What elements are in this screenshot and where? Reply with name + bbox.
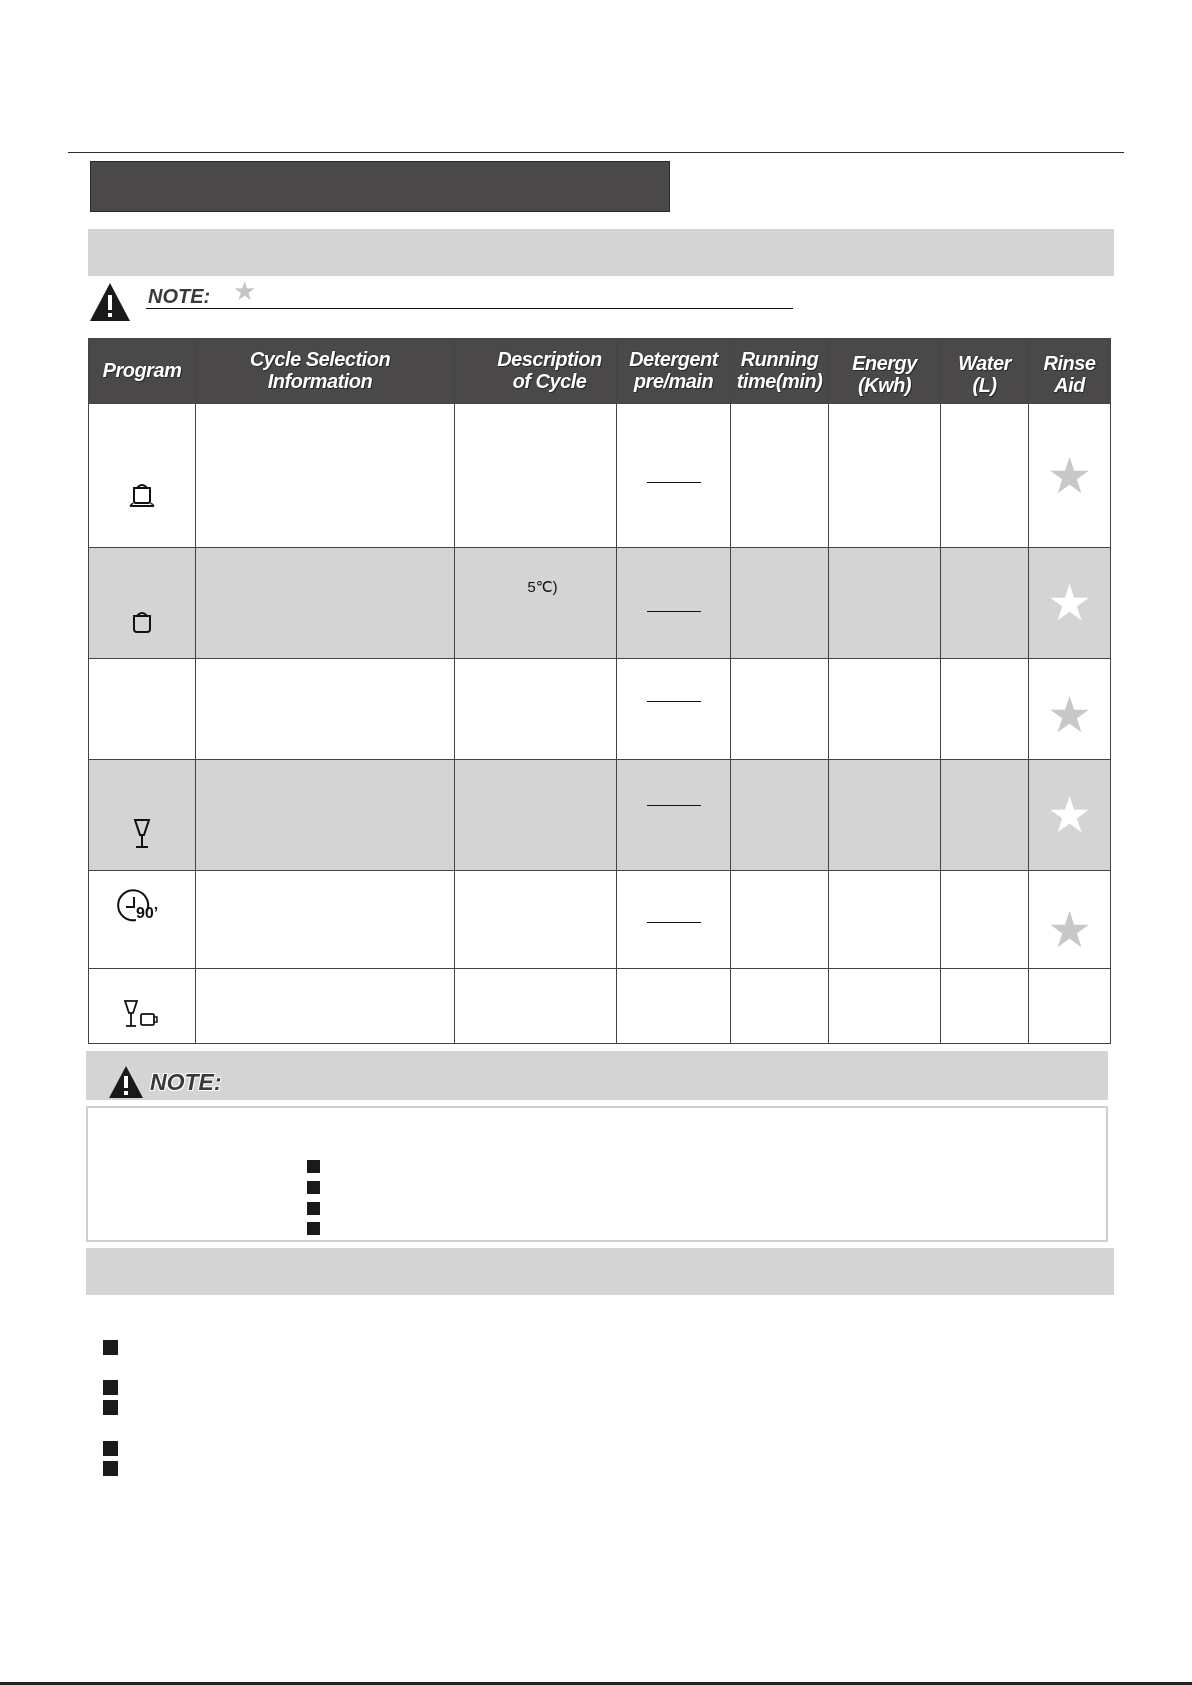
wine-glass-icon <box>130 818 154 850</box>
cycle-selection-cell <box>196 659 455 760</box>
energy-cell <box>829 659 941 760</box>
star-icon: ★ <box>233 276 257 306</box>
header-program: Program <box>89 339 196 404</box>
water-cell <box>941 969 1029 1044</box>
warning-icon <box>108 1064 144 1100</box>
detergent-cell <box>617 404 731 548</box>
header-description: Description of Cycle <box>455 339 617 404</box>
table-row <box>89 969 1111 1044</box>
subheading-band <box>88 229 1114 276</box>
water-cell <box>941 871 1029 969</box>
energy-cell <box>829 548 941 659</box>
bullet-square-icon <box>103 1340 118 1355</box>
detergent-cell <box>617 659 731 760</box>
bullet-square-icon <box>103 1441 118 1456</box>
cycle-selection-cell <box>196 760 455 871</box>
top-rule <box>68 152 1124 153</box>
running-time-cell <box>731 659 829 760</box>
running-time-cell <box>731 969 829 1044</box>
table-row <box>89 760 1111 871</box>
pot-with-lines-icon <box>126 479 158 509</box>
header-energy: Energy (Kwh) <box>829 339 941 404</box>
rinse-aid-cell <box>1029 659 1111 760</box>
note-label: NOTE: <box>150 1069 222 1095</box>
clock-90-label: 90’ <box>136 905 159 922</box>
description-cell <box>455 404 617 548</box>
energy-cell <box>829 760 941 871</box>
water-cell <box>941 548 1029 659</box>
cycle-selection-cell <box>196 969 455 1044</box>
bullet-square-icon <box>103 1400 118 1415</box>
rinse-aid-cell <box>1029 969 1111 1044</box>
running-time-cell <box>731 404 829 548</box>
rinse-aid-cell <box>1029 760 1111 871</box>
description-cell <box>455 659 617 760</box>
rinse-aid-cell <box>1029 548 1111 659</box>
program-cell <box>89 760 196 871</box>
running-time-cell <box>731 548 829 659</box>
section-title-bar <box>90 161 670 212</box>
bullet-square-icon <box>307 1222 320 1235</box>
detergent-cell <box>617 969 731 1044</box>
rinse-aid-star-icon: ★ <box>1047 447 1092 504</box>
header-cycle-selection: Cycle Selection Information <box>196 339 455 404</box>
energy-cell <box>829 404 941 548</box>
table-header-row <box>89 339 1111 404</box>
program-cell <box>89 969 196 1044</box>
header-running-time: Running time(min) <box>731 339 829 404</box>
table-row <box>89 404 1111 548</box>
bullet-square-icon <box>103 1461 118 1476</box>
cycle-selection-cell <box>196 548 455 659</box>
note-underline <box>146 308 793 309</box>
rinse-aid-cell <box>1029 404 1111 548</box>
program-table <box>88 338 1111 1044</box>
water-cell <box>941 659 1029 760</box>
running-time-cell <box>731 871 829 969</box>
glass-and-cup-icon <box>122 999 162 1029</box>
section-band <box>86 1248 1114 1295</box>
rinse-aid-star-icon: ★ <box>1047 687 1092 743</box>
energy-cell <box>829 871 941 969</box>
note-box <box>86 1106 1108 1242</box>
cycle-selection-cell <box>196 404 455 548</box>
bullet-square-icon <box>103 1380 118 1395</box>
description-cell <box>455 548 617 659</box>
note-band <box>86 1051 1108 1100</box>
bullet-square-icon <box>307 1181 320 1194</box>
water-cell <box>941 404 1029 548</box>
program-cell <box>89 404 196 548</box>
header-rinse-aid: Rinse Aid <box>1029 339 1111 404</box>
cycle-selection-cell <box>196 871 455 969</box>
rinse-aid-cell <box>1029 871 1111 969</box>
running-time-cell <box>731 760 829 871</box>
energy-cell <box>829 969 941 1044</box>
header-water: Water (L) <box>941 339 1029 404</box>
table-row <box>89 659 1111 760</box>
rinse-aid-star-icon: ★ <box>1047 575 1092 631</box>
detergent-cell <box>617 871 731 969</box>
table-row <box>89 871 1111 969</box>
rinse-aid-star-icon: ★ <box>1047 787 1092 843</box>
bullet-square-icon <box>307 1202 320 1215</box>
note-label: NOTE: <box>148 286 211 308</box>
rinse-aid-star-icon: ★ <box>1047 901 1092 958</box>
detergent-cell <box>617 548 731 659</box>
bullet-square-icon <box>307 1160 320 1173</box>
description-cell <box>455 760 617 871</box>
description-cell <box>455 871 617 969</box>
warning-icon <box>89 281 131 323</box>
program-cell <box>89 659 196 760</box>
pot-icon <box>127 607 157 635</box>
clock-90-icon <box>116 889 168 929</box>
description-temperature: 5℃) <box>527 579 558 596</box>
program-cell <box>89 871 196 969</box>
header-detergent: Detergent pre/main <box>617 339 731 404</box>
table-row <box>89 548 1111 659</box>
water-cell <box>941 760 1029 871</box>
detergent-cell <box>617 760 731 871</box>
description-cell <box>455 969 617 1044</box>
program-cell <box>89 548 196 659</box>
